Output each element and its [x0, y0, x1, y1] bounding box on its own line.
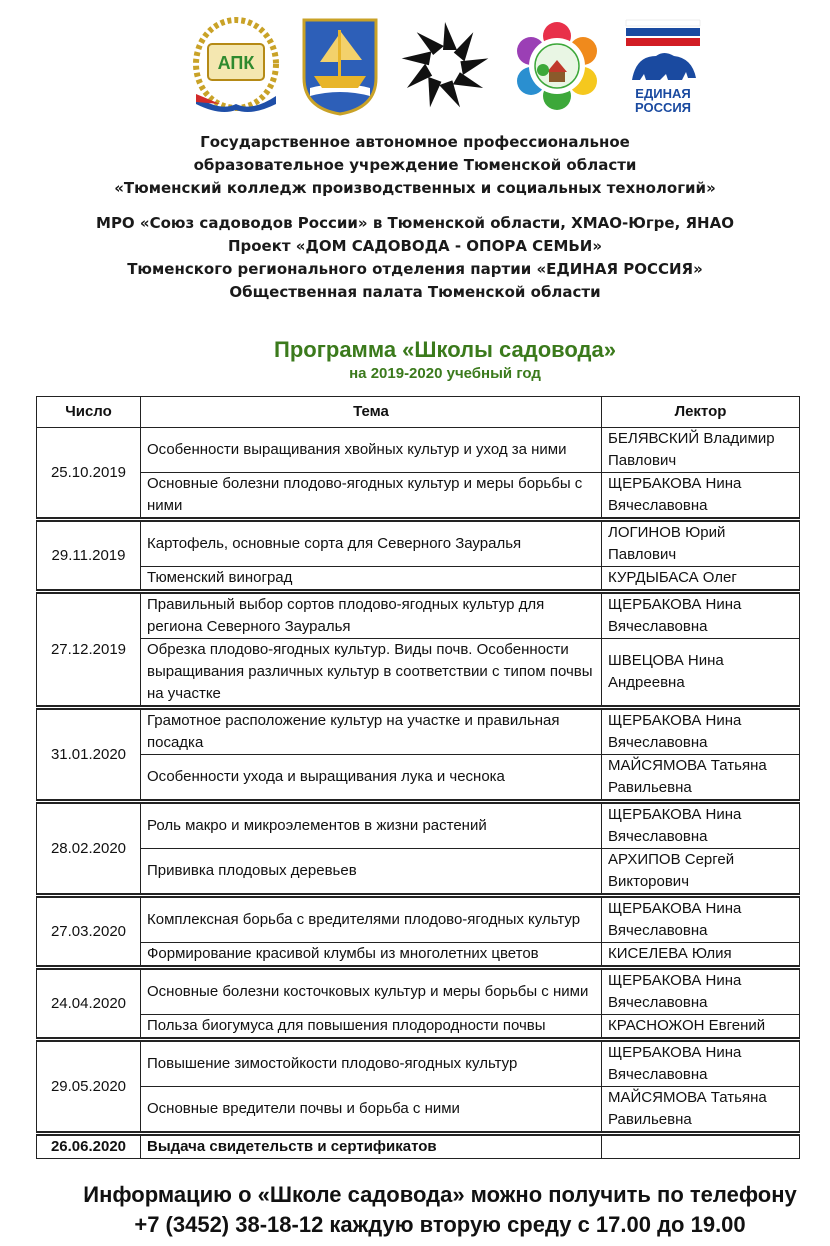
organization-line: Государственное автономное профессиональное: [200, 133, 630, 151]
partner-line: Проект «ДОМ САДОВОДА - ОПОРА СЕМЬИ»: [227, 237, 603, 255]
table-row: [37, 428, 800, 473]
topic-cell: Роль макро и микроэлементов в жизни растений: [141, 802, 602, 849]
topic-cell: Прививка плодовых деревьев: [141, 849, 602, 896]
table-row: [37, 968, 800, 1015]
edinaya-rossiya-logo: [622, 16, 704, 116]
lecturer-cell: КРАСНОЖОН Евгений: [602, 1015, 800, 1040]
date-cell: 31.01.2020: [37, 708, 141, 802]
topic-cell: Особенности выращивания хвойных культур и уход за ними: [141, 428, 602, 473]
date-cell: 24.04.2020: [37, 968, 141, 1040]
lecturer-cell: ЩЕРБАКОВА Нина Вячеславовна: [602, 802, 800, 849]
topic-cell: Основные болезни косточковых культур и меры борьбы с ними: [141, 968, 602, 1015]
organization-header: [0, 131, 830, 200]
lecturer-cell: АРХИПОВ Сергей Викторович: [602, 849, 800, 896]
contact-line-2: +7 (3452) 38-18-12 каждую вторую среду с 17.00 до 19.00: [134, 1212, 746, 1237]
table-header-row: [37, 397, 800, 428]
table-row: [37, 755, 800, 802]
apk-logo: [190, 16, 282, 116]
date-cell: 28.02.2020: [37, 802, 141, 896]
final-lecturer-cell: [602, 1134, 800, 1159]
topic-cell: Основные вредители почвы и борьба с ними: [141, 1087, 602, 1134]
table-row: [37, 639, 800, 708]
table-row: [37, 1015, 800, 1040]
organization-line: «Тюменский колледж производственных и социальных технологий»: [114, 179, 716, 197]
topic-cell: Основные болезни плодово-ягодных культур и меры борьбы с ними: [141, 473, 602, 520]
lecturer-cell: МАЙСЯМОВА Татьяна Равильевна: [602, 755, 800, 802]
table-row: [37, 849, 800, 896]
final-row: [37, 1134, 800, 1159]
topic-cell: Грамотное расположение культур на участке и правильная посадка: [141, 708, 602, 755]
table-row: [37, 473, 800, 520]
lecturer-cell: КУРДЫБАСА Олег: [602, 567, 800, 592]
lecturer-cell: ЩЕРБАКОВА Нина Вячеславовна: [602, 896, 800, 943]
gardeners-union-logo: [508, 16, 606, 116]
lecturer-cell: ЩЕРБАКОВА Нина Вячеславовна: [602, 1040, 800, 1087]
table-row: [37, 1087, 800, 1134]
lecturer-cell: МАЙСЯМОВА Татьяна Равильевна: [602, 1087, 800, 1134]
partners-list: [0, 212, 830, 304]
apk-logo-text: АПК: [217, 53, 255, 73]
topic-cell: Обрезка плодово-ягодных культур. Виды почв. Особенности выращивания различных культур в соответствии с типом почвы на участке: [141, 639, 602, 708]
date-cell: 29.05.2020: [37, 1040, 141, 1134]
partner-line: Общественная палата Тюменской области: [229, 283, 601, 301]
college-emblem-logo: [400, 16, 490, 116]
date-cell: 27.03.2020: [37, 896, 141, 968]
lecturer-cell: ЩЕРБАКОВА Нина Вячеславовна: [602, 473, 800, 520]
topic-cell: Тюменский виноград: [141, 567, 602, 592]
edinaya-logo-line2: РОССИЯ: [634, 100, 692, 115]
table-row: [37, 708, 800, 755]
lecturer-cell: БЕЛЯВСКИЙ Владимир Павлович: [602, 428, 800, 473]
partner-line: Тюменского регионального отделения партии «ЕДИНАЯ РОССИЯ»: [127, 260, 703, 278]
contact-info: [0, 1180, 830, 1240]
lecturer-cell: ЩЕРБАКОВА Нина Вячеславовна: [602, 592, 800, 639]
table-row: [37, 896, 800, 943]
schedule-body: [37, 428, 800, 1159]
table-row: [37, 520, 800, 567]
final-date-cell: 26.06.2020: [37, 1134, 141, 1159]
table-row: [37, 567, 800, 592]
topic-cell: Особенности ухода и выращивания лука и чеснока: [141, 755, 602, 802]
logos-row: [0, 16, 830, 116]
topic-cell: Картофель, основные сорта для Северного Зауралья: [141, 520, 602, 567]
coat-of-arms-logo: [300, 16, 380, 116]
topic-cell: Комплексная борьба с вредителями плодово-ягодных культур: [141, 896, 602, 943]
organization-line: образовательное учреждение Тюменской области: [193, 156, 637, 174]
date-cell: 25.10.2019: [37, 428, 141, 520]
partner-line: МРО «Союз садоводов России» в Тюменской области, ХМАО-Югре, ЯНАО: [96, 214, 734, 232]
final-topic-cell: Выдача свидетельств и сертификатов: [141, 1134, 602, 1159]
header-lecturer: Лектор: [602, 397, 800, 428]
topic-cell: Формирование красивой клумбы из многолетних цветов: [141, 943, 602, 968]
lecturer-cell: ЩЕРБАКОВА Нина Вячеславовна: [602, 708, 800, 755]
table-row: [37, 1040, 800, 1087]
table-row: [37, 802, 800, 849]
lecturer-cell: ЛОГИНОВ Юрий Павлович: [602, 520, 800, 567]
table-row: [37, 943, 800, 968]
date-cell: 27.12.2019: [37, 592, 141, 708]
contact-line-1: Информацию о «Школе садовода» можно получить по телефону: [83, 1182, 797, 1207]
topic-cell: Повышение зимостойкости плодово-ягодных культур: [141, 1040, 602, 1087]
schedule-table: [36, 396, 800, 1159]
lecturer-cell: КИСЕЛЕВА Юлия: [602, 943, 800, 968]
lecturer-cell: ШВЕЦОВА Нина Андреевна: [602, 639, 800, 708]
edinaya-logo-line1: ЕДИНАЯ: [635, 86, 691, 101]
topic-cell: Правильный выбор сортов плодово-ягодных культур для региона Северного Зауралья: [141, 592, 602, 639]
date-cell: 29.11.2019: [37, 520, 141, 592]
topic-cell: Польза биогумуса для повышения плодородности почвы: [141, 1015, 602, 1040]
program-subtitle: на 2019-2020 учебный год: [349, 365, 541, 382]
program-title: Программа «Школы садовода»: [274, 337, 616, 362]
header-date: Число: [37, 397, 141, 428]
lecturer-cell: ЩЕРБАКОВА Нина Вячеславовна: [602, 968, 800, 1015]
table-row: [37, 592, 800, 639]
header-topic: Тема: [141, 397, 602, 428]
